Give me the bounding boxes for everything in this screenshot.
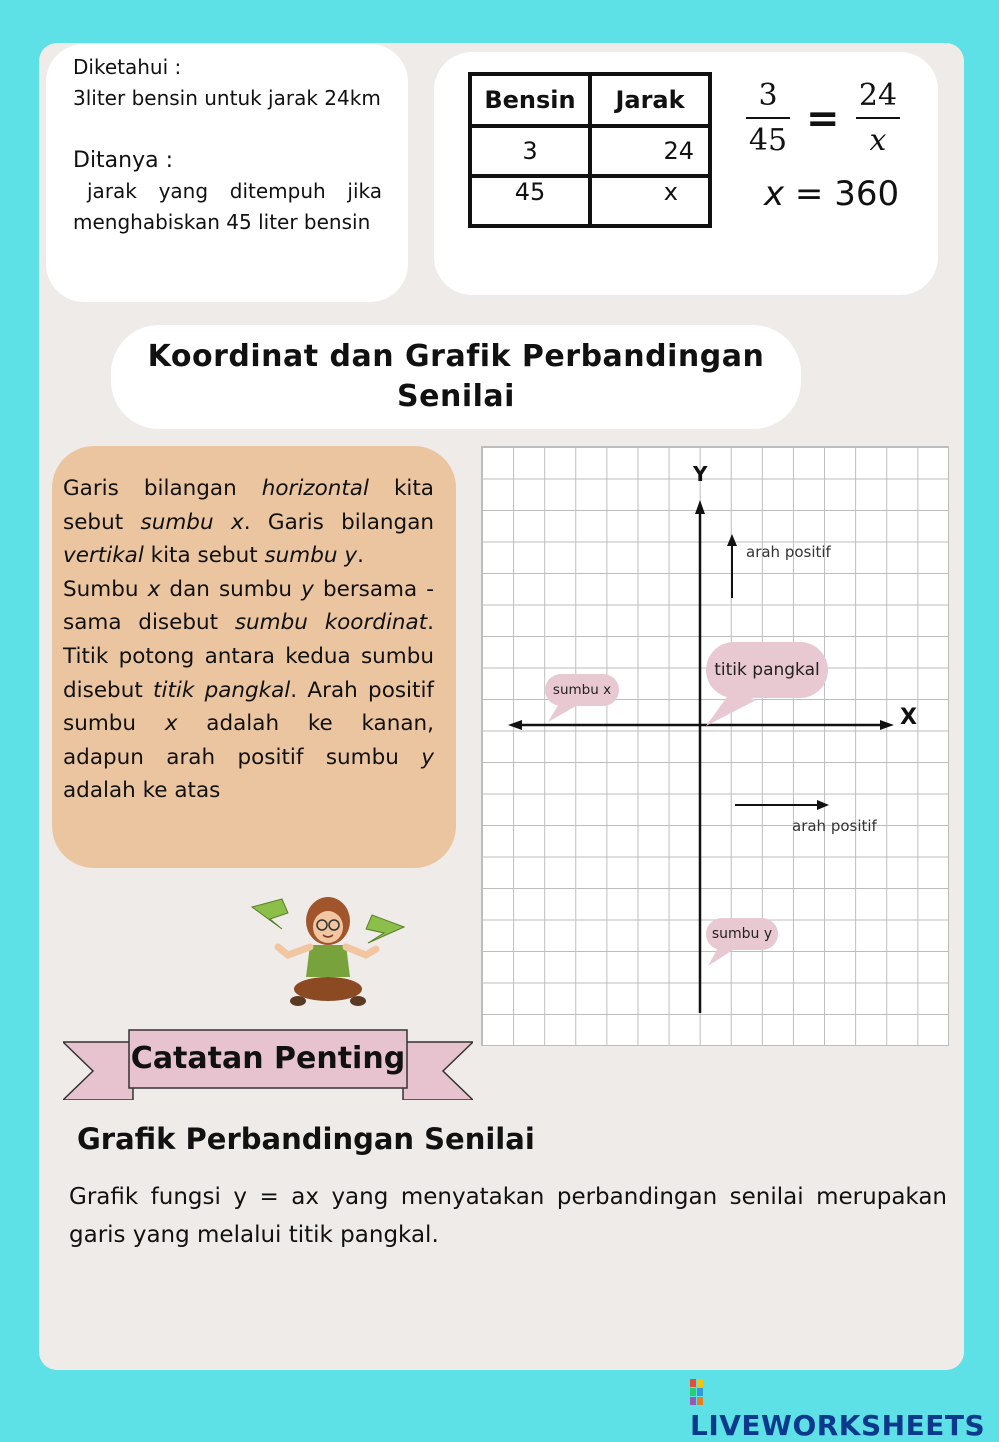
y-axis-label: Y [693,462,708,486]
bubble-sumbu-y: sumbu y [706,918,778,950]
cell-jarak-2: x [590,176,710,226]
bubble-sumbu-x: sumbu x [545,674,619,706]
section-title [111,325,801,429]
solution-card [434,52,938,295]
explanation-text: Garis bilangan horizontal kita sebut sumbu x. Garis bilangan vertikal kita sebut sumbu y. Sumbu x dan sumbu y bersama - sama disebut sumbu koordinat. Titik potong antara kedua sumbu disebut titik pangkal. Arah positif sumbu x adalah ke kanan, adapun arah positif sumbu y adalah ke atas [63,476,435,804]
fraction-left-denominator: 45 [748,123,788,158]
fraction-left-numerator: 3 [758,78,778,113]
header-jarak: Jarak [590,74,710,126]
explanation-box [52,446,456,868]
ratio-table [468,72,712,228]
right-arrow-label: arah positif [792,817,877,835]
fraction-right [856,78,900,158]
result [764,174,899,214]
asked-text: jarak yang ditempuh jika menghabiskan 45 liter bensin [73,179,382,234]
fraction-right-denominator: x [869,123,887,158]
cell-bensin-1: 3 [470,126,590,176]
title-line-1: Koordinat dan Grafik Perbandingan [147,339,765,374]
result-variable: x [764,174,785,214]
bubble-titik-pangkal: titik pangkal [706,642,828,698]
cell-bensin-2: 45 [470,176,590,226]
known-text: 3liter bensin untuk jarak 24km [73,86,381,110]
asked-label: Ditanya : [73,148,174,173]
fraction-right-numerator: 24 [858,78,898,113]
cartoon-boy-illustration [248,885,408,1015]
notes-heading: Grafik Perbandingan Senilai [77,1122,535,1156]
notes-body: Grafik fungsi y = ax yang menyatakan perbandingan senilai merupakan garis yang melalui titik pangkal. [69,1184,947,1248]
equals-sign: = [806,96,840,142]
fraction-left [746,78,790,158]
coordinate-grid [481,446,949,1046]
known-label: Diketahui : [73,55,182,79]
up-arrow-label: arah positif [746,543,831,561]
cell-jarak-1: 24 [590,126,710,176]
x-axis-label: X [900,705,917,730]
notes-ribbon-label: Catatan Penting [130,1041,406,1076]
brand-logo [690,1376,999,1442]
liveworksheets-logo-icon [690,1379,712,1405]
header-bensin: Bensin [470,74,590,126]
result-value: = 360 [784,174,900,214]
notes-ribbon [63,1028,473,1100]
title-line-2: Senilai [397,379,515,414]
problem-card [46,44,408,302]
brand-name: LIVEWORKSHEETS [690,1409,986,1442]
